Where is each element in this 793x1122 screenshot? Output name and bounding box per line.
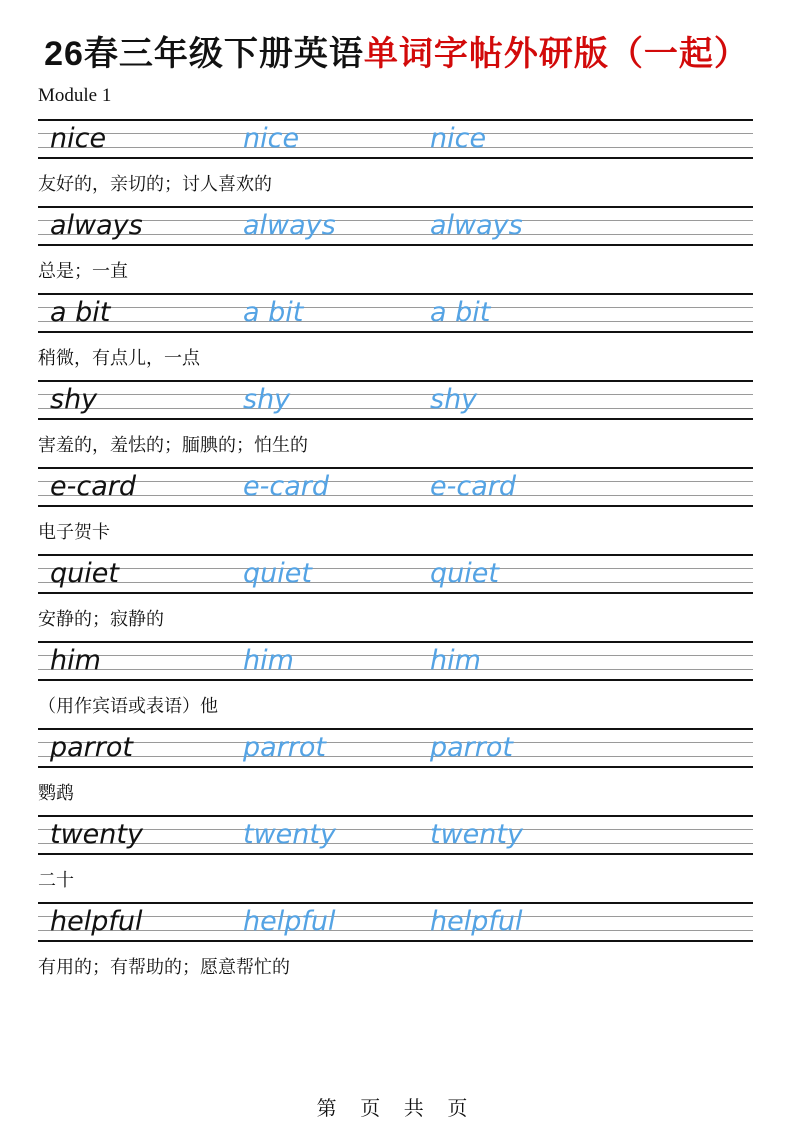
word-trace: nice bbox=[243, 123, 300, 154]
handwriting-stave bbox=[38, 467, 753, 507]
word-trace: quiet bbox=[430, 558, 499, 589]
word-trace: a bit bbox=[243, 297, 304, 328]
stave-line-middle-upper bbox=[38, 742, 753, 743]
stave-line-top bbox=[38, 206, 753, 208]
word-trace: e-card bbox=[430, 471, 516, 502]
stave-line-bottom bbox=[38, 331, 753, 333]
word-meaning: 二十 bbox=[38, 870, 74, 891]
stave-line-middle-lower bbox=[38, 930, 753, 931]
page-footer: 第 页 共 页 bbox=[316, 1098, 477, 1120]
handwriting-stave bbox=[38, 728, 753, 768]
handwriting-stave bbox=[38, 119, 753, 159]
word-meaning: 鹦鹉 bbox=[38, 783, 74, 804]
page-title bbox=[0, 26, 793, 75]
stave-line-top bbox=[38, 554, 753, 556]
stave-line-bottom bbox=[38, 505, 753, 507]
stave-line-top bbox=[38, 902, 753, 904]
stave-line-bottom bbox=[38, 418, 753, 420]
stave-line-top bbox=[38, 815, 753, 817]
module-heading: Module 1 bbox=[38, 85, 112, 106]
stave-line-middle-upper bbox=[38, 307, 753, 308]
stave-line-top bbox=[38, 467, 753, 469]
word-trace: always bbox=[243, 210, 336, 241]
stave-line-middle-upper bbox=[38, 394, 753, 395]
stave-line-middle-upper bbox=[38, 481, 753, 482]
word-trace: shy bbox=[430, 384, 478, 415]
word-entry bbox=[38, 902, 753, 989]
word-meaning: 有用的；有帮助的；愿意帮忙的 bbox=[38, 957, 290, 978]
stave-line-middle-lower bbox=[38, 234, 753, 235]
page-title-black-part: 26春三年级下册英语 bbox=[44, 35, 364, 73]
word-trace: a bit bbox=[430, 297, 491, 328]
word-trace: him bbox=[430, 645, 481, 676]
word-black: twenty bbox=[50, 819, 143, 850]
word-entry bbox=[38, 293, 753, 380]
stave-line-middle-lower bbox=[38, 582, 753, 583]
handwriting-stave bbox=[38, 380, 753, 420]
stave-line-top bbox=[38, 641, 753, 643]
stave-line-middle-upper bbox=[38, 916, 753, 917]
word-black: shy bbox=[50, 384, 98, 415]
word-trace: helpful bbox=[430, 906, 523, 937]
word-trace: e-card bbox=[243, 471, 329, 502]
word-black: parrot bbox=[50, 732, 133, 763]
word-meaning: （用作宾语或表语）他 bbox=[38, 696, 218, 717]
word-black: quiet bbox=[50, 558, 119, 589]
stave-line-middle-lower bbox=[38, 843, 753, 844]
word-entry bbox=[38, 467, 753, 554]
word-meaning: 稍微，有点儿，一点 bbox=[38, 348, 200, 369]
stave-line-top bbox=[38, 119, 753, 121]
stave-line-top bbox=[38, 293, 753, 295]
stave-line-bottom bbox=[38, 766, 753, 768]
word-list bbox=[38, 119, 753, 989]
word-black: helpful bbox=[50, 906, 143, 937]
word-entry bbox=[38, 119, 753, 206]
stave-line-middle-lower bbox=[38, 321, 753, 322]
word-trace: always bbox=[430, 210, 523, 241]
word-trace: helpful bbox=[243, 906, 336, 937]
word-meaning: 电子贺卡 bbox=[38, 522, 110, 543]
word-entry bbox=[38, 728, 753, 815]
handwriting-stave bbox=[38, 815, 753, 855]
handwriting-stave bbox=[38, 293, 753, 333]
stave-line-bottom bbox=[38, 157, 753, 159]
word-trace: twenty bbox=[243, 819, 336, 850]
word-meaning: 总是；一直 bbox=[38, 261, 128, 282]
stave-line-middle-lower bbox=[38, 756, 753, 757]
word-trace: twenty bbox=[430, 819, 523, 850]
word-entry bbox=[38, 641, 753, 728]
stave-line-middle-upper bbox=[38, 133, 753, 134]
stave-line-bottom bbox=[38, 679, 753, 681]
word-entry bbox=[38, 554, 753, 641]
word-black: always bbox=[50, 210, 143, 241]
word-black: him bbox=[50, 645, 101, 676]
word-meaning: 安静的；寂静的 bbox=[38, 609, 164, 630]
word-trace: nice bbox=[430, 123, 487, 154]
word-trace: him bbox=[243, 645, 294, 676]
word-entry bbox=[38, 206, 753, 293]
page-title-red-part: 单词字帖外研版（一起） bbox=[363, 35, 749, 73]
stave-line-bottom bbox=[38, 244, 753, 246]
word-trace: shy bbox=[243, 384, 291, 415]
stave-line-middle-lower bbox=[38, 669, 753, 670]
stave-line-bottom bbox=[38, 853, 753, 855]
word-black: a bit bbox=[50, 297, 111, 328]
stave-line-middle-lower bbox=[38, 408, 753, 409]
word-meaning: 害羞的，羞怯的；腼腆的；怕生的 bbox=[38, 435, 308, 456]
handwriting-stave bbox=[38, 554, 753, 594]
handwriting-stave bbox=[38, 206, 753, 246]
stave-line-middle-lower bbox=[38, 147, 753, 148]
word-trace: quiet bbox=[243, 558, 312, 589]
stave-line-middle-upper bbox=[38, 655, 753, 656]
handwriting-stave bbox=[38, 641, 753, 681]
word-trace: parrot bbox=[243, 732, 326, 763]
stave-line-bottom bbox=[38, 940, 753, 942]
word-meaning: 友好的，亲切的；讨人喜欢的 bbox=[38, 174, 272, 195]
word-entry bbox=[38, 815, 753, 902]
stave-line-top bbox=[38, 380, 753, 382]
stave-line-middle-upper bbox=[38, 220, 753, 221]
stave-line-top bbox=[38, 728, 753, 730]
stave-line-middle-upper bbox=[38, 829, 753, 830]
word-black: e-card bbox=[50, 471, 136, 502]
stave-line-middle-lower bbox=[38, 495, 753, 496]
word-black: nice bbox=[50, 123, 107, 154]
word-entry bbox=[38, 380, 753, 467]
handwriting-stave bbox=[38, 902, 753, 942]
stave-line-middle-upper bbox=[38, 568, 753, 569]
stave-line-bottom bbox=[38, 592, 753, 594]
word-trace: parrot bbox=[430, 732, 513, 763]
